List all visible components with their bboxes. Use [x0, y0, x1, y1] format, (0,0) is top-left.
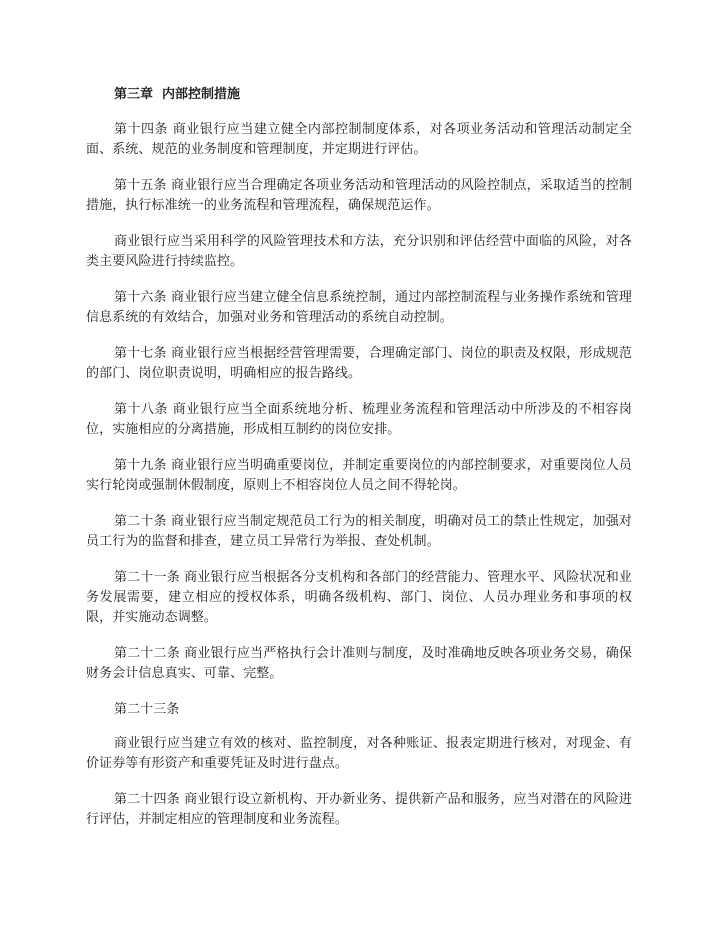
document-page — [86, 84, 632, 846]
article-20: 第二十条 商业银行应当制定规范员工行为的相关制度，明确对员工的禁止性规定，加强对员工行为的监督和排查，建立员工异常行为举报、查处机制。 — [86, 514, 632, 549]
article-19: 第十九条 商业银行应当明确重要岗位，并制定重要岗位的内部控制要求，对重要岗位人员实行轮岗或强制休假制度，原则上不相容岗位人员之间不得轮岗。 — [86, 458, 632, 493]
article-24: 第二十四条 商业银行设立新机构、开办新业务、提供新产品和服务，应当对潜在的风险进行评估，并制定相应的管理制度和业务流程。 — [86, 792, 632, 827]
article-17: 第十七条 商业银行应当根据经营管理需要，合理确定部门、岗位的职责及权限，形成规范的部门、岗位职责说明，明确相应的报告路线。 — [86, 346, 632, 381]
article-18: 第十八条 商业银行应当全面系统地分析、梳理业务流程和管理活动中所涉及的不相容岗位，实施相应的分离措施，形成相互制约的岗位安排。 — [86, 402, 632, 437]
chapter-title: 第三章 内部控制措施 — [114, 87, 241, 102]
article-21: 第二十一条 商业银行应当根据各分支机构和各部门的经营能力、管理水平、风险状况和业务发展需要，建立相应的授权体系，明确各级机构、部门、岗位、人员办理业务和事项的权限，并实施动态调整。 — [86, 570, 632, 625]
article-15: 第十五条 商业银行应当合理确定各项业务活动和管理活动的风险控制点，采取适当的控制措施，执行标准统一的业务流程和管理流程，确保规范运作。 — [86, 178, 632, 213]
article-16: 第十六条 商业银行应当建立健全信息系统控制，通过内部控制流程与业务操作系统和管理信息系统的有效结合，加强对业务和管理活动的系统自动控制。 — [86, 290, 632, 325]
article-22: 第二十二条 商业银行应当严格执行会计准则与制度，及时准确地反映各项业务交易，确保财务会计信息真实、可靠、完整。 — [86, 646, 632, 681]
article-23-body: 商业银行应当建立有效的核对、监控制度，对各种账证、报表定期进行核对，对现金、有价证券等有形资产和重要凭证及时进行盘点。 — [86, 736, 632, 771]
article-23-heading: 第二十三条 — [114, 702, 180, 717]
article-14: 第十四条 商业银行应当建立健全内部控制制度体系，对各项业务活动和管理活动制定全面、系统、规范的业务制度和管理制度，并定期进行评估。 — [86, 122, 632, 157]
article-15-continuation: 商业银行应当采用科学的风险管理技术和方法，充分识别和评估经营中面临的风险，对各类主要风险进行持续监控。 — [86, 234, 632, 269]
